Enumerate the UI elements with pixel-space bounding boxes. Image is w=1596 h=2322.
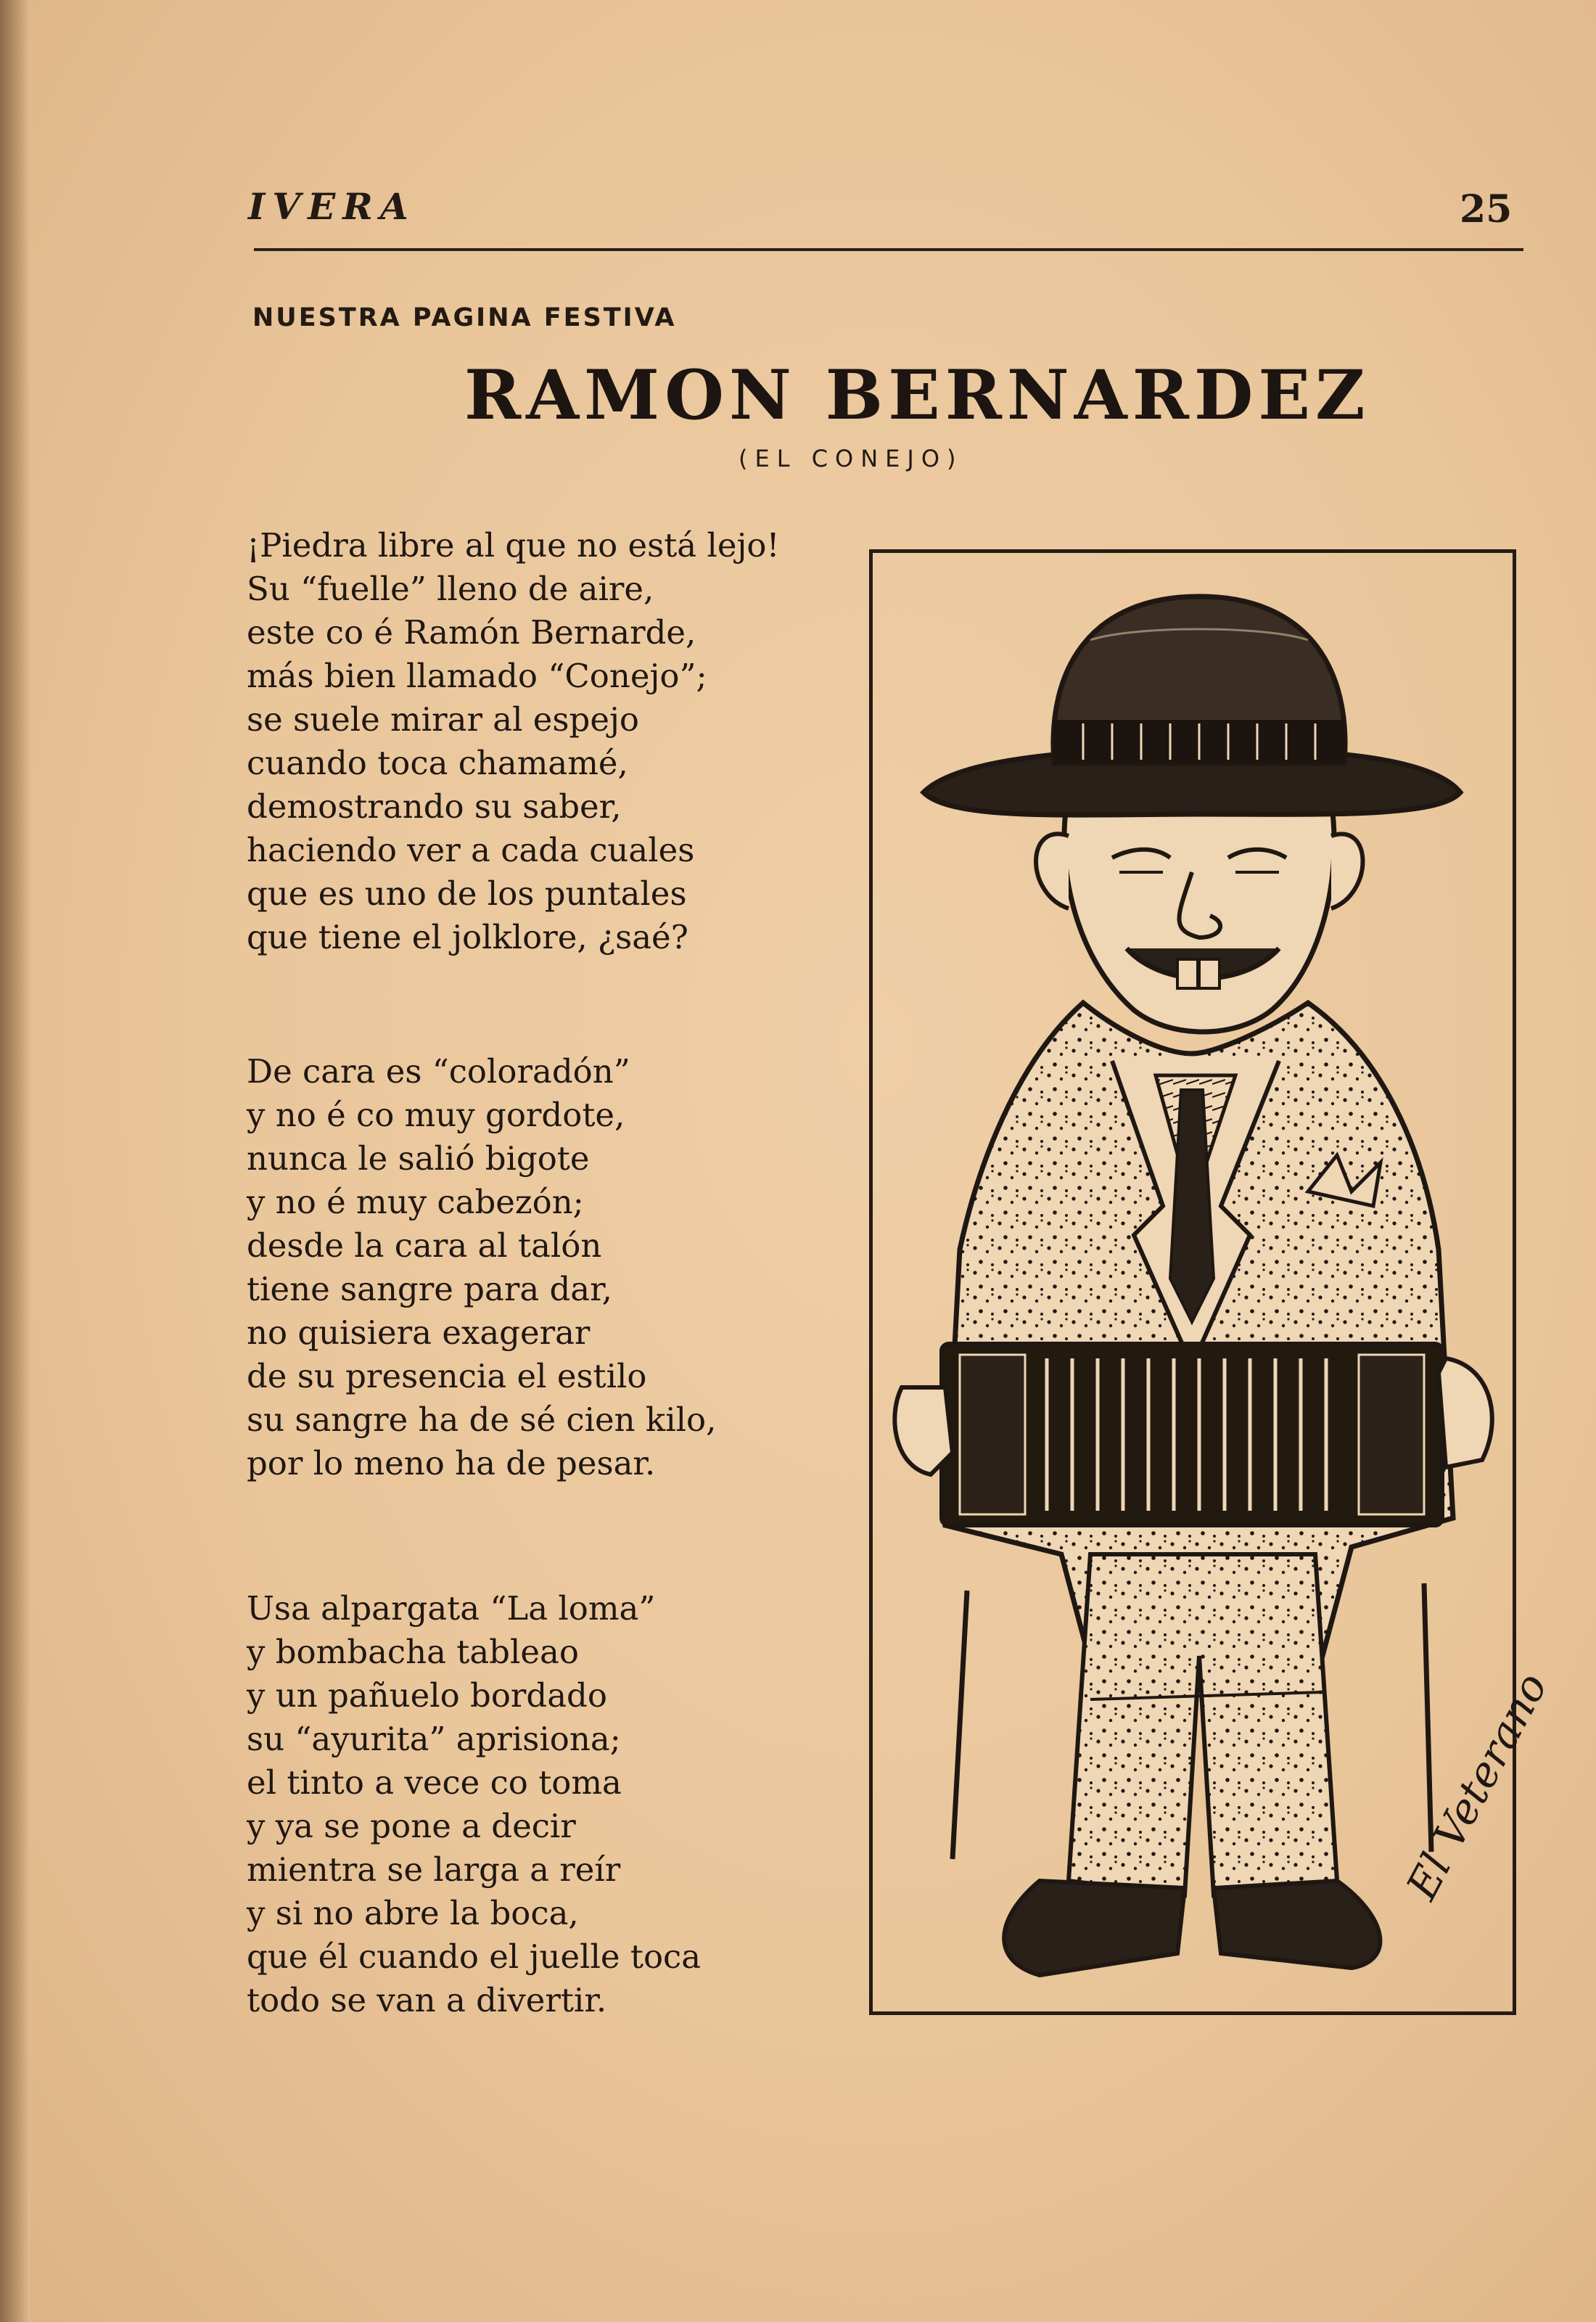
verse-line: y no é muy cabezón; [247,1183,584,1221]
verse-line: nunca le salió bigote [247,1139,590,1178]
verse-line: que es uno de los puntales [247,874,687,913]
hat [924,596,1460,815]
verse-line: no quisiera exagerar [247,1313,591,1352]
verse-line: y ya se pone a decir [247,1807,576,1845]
stanza-2 [247,1050,716,1485]
verse-line: desde la cara al talón [247,1226,602,1265]
right-shoe [1214,1881,1380,1968]
verse-line: De cara es “coloradón” [247,1052,630,1091]
verse-line: Su “fuelle” lleno de aire, [247,570,654,608]
caricature-illustration [873,553,1558,2011]
verse-line: tiene sangre para dar, [247,1270,612,1308]
header-rule [254,248,1523,251]
running-head: IVERA [248,185,416,228]
verse-line: su “ayurita” aprisiona; [247,1720,621,1758]
left-hand [894,1387,953,1474]
verse-line: que tiene el jolklore, ¿saé? [247,918,688,956]
verse-line: por lo meno ha de pesar. [247,1444,656,1482]
verse-line: y un pañuelo bordado [247,1676,607,1715]
stanza-3 [247,1587,701,2022]
verse-line: más bien llamado “Conejo”; [247,657,707,695]
verse-line: haciendo ver a cada cuales [247,831,695,869]
verse-line: y no é co muy gordote, [247,1096,625,1134]
verse-line: todo se van a divertir. [247,1981,607,2019]
artist-signature: El Veterano [1396,1665,1558,1908]
left-shoe [1004,1881,1185,1975]
face [1036,792,1363,1032]
verse-line: y si no abre la boca, [247,1894,579,1932]
article-title: RAMON BERNARDEZ [464,356,1370,435]
page-binding-edge [0,0,30,2322]
verse-line: cuando toca chamamé, [247,744,628,782]
article-subtitle: (EL CONEJO) [739,445,963,472]
section-kicker: NUESTRA PAGINA FESTIVA [252,303,677,332]
stanza-1 [247,524,780,959]
verse-line: este co é Ramón Bernarde, [247,613,696,652]
verse-line: Usa alpargata “La loma” [247,1589,656,1628]
trousers [1069,1554,1337,1895]
verse-line: su sangre ha de sé cien kilo, [247,1400,717,1439]
verse-line: el tinto a vece co toma [247,1763,622,1802]
bandoneon [942,1344,1442,1525]
verse-line: que él cuando el juelle toca [247,1937,702,1976]
verse-line: de su presencia el estilo [247,1357,647,1395]
verse-line: se suele mirar al espejo [247,700,640,739]
verse-line: demostrando su saber, [247,787,622,826]
verse-line: ¡Piedra libre al que no está lejo! [247,526,780,565]
verse-line: y bombacha tableao [247,1633,579,1671]
page-number: 25 [1460,187,1513,231]
verse-line: mientra se larga a reír [247,1850,621,1889]
right-hand [1439,1358,1492,1467]
